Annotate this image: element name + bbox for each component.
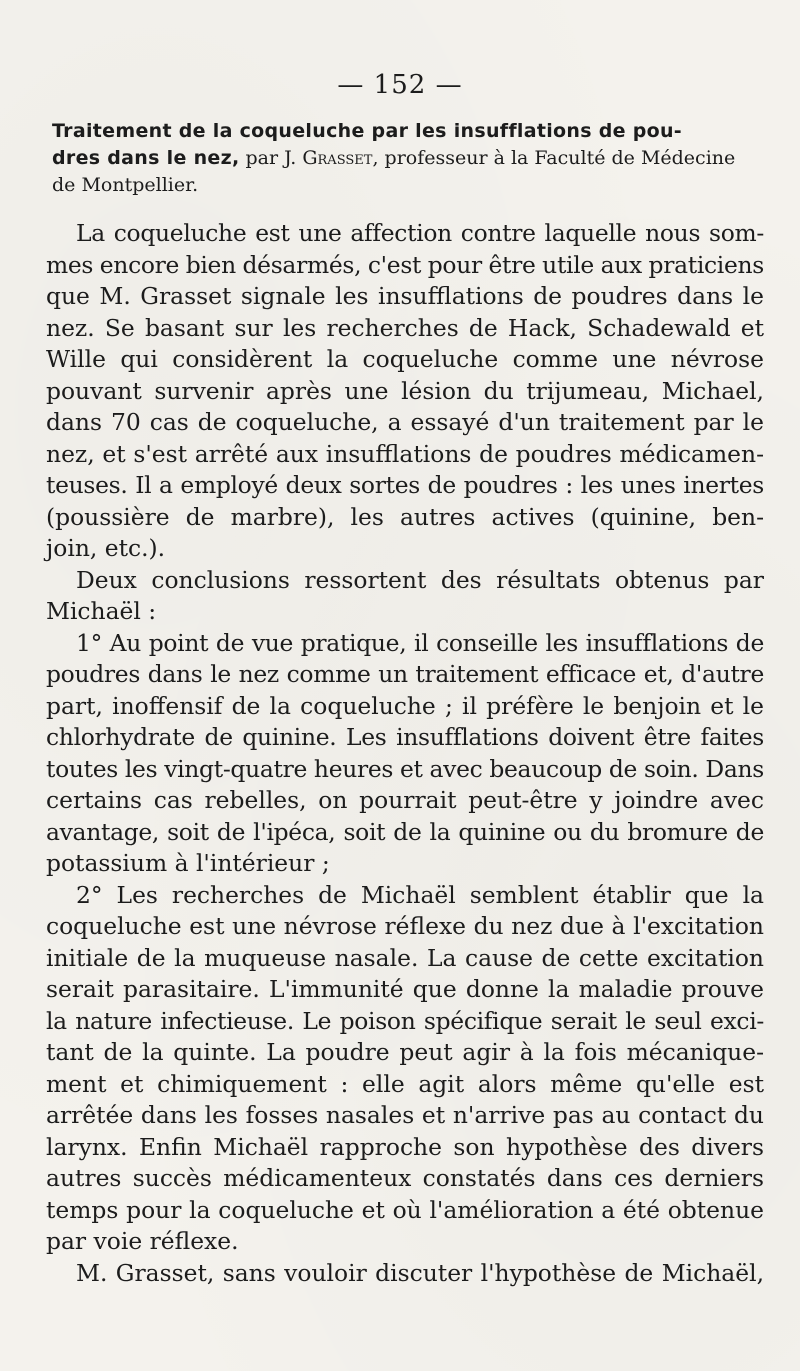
text-line: arrêtée dans les fosses nasales et n'arrive pas au contact du	[46, 1101, 764, 1129]
text-line: nez, et s'est arrêté aux insufflations de poudres médicamen-	[46, 439, 764, 468]
text-line: nez. Se basant sur les recherches de Hack, Schadewald et	[46, 313, 764, 342]
text-line: toutes les vingt-quatre heures et avec beaucoup de soin. Dans	[46, 754, 764, 783]
text-line: chlorhydrate de quinine. Les insufflations doivent être faites	[46, 723, 764, 751]
text-line: (poussière de marbre), les autres actives (quinine, ben-	[46, 502, 764, 531]
text-line: M. Grasset, sans vouloir discuter l'hypothèse de Michaël,	[76, 1258, 764, 1287]
text-line: par voie réflexe.	[46, 1227, 239, 1255]
text-line: dans 70 cas de coqueluche, a essayé d'un traitement par le	[46, 408, 764, 436]
author-name: Grasset	[302, 147, 373, 169]
text-line: Michaël :	[46, 597, 157, 625]
text-line: autres succès médicamenteux constatés dans ces derniers	[46, 1164, 764, 1192]
page-number: — 152 —	[337, 70, 463, 100]
text-line: join, etc.).	[46, 534, 166, 562]
author-affiliation-city: de Montpellier.	[52, 174, 199, 196]
text-line: initiale de la muqueuse nasale. La cause de cette excitation	[46, 943, 764, 972]
text-line: larynx. Enfin Michaël rapproche son hypothèse des divers	[46, 1132, 764, 1161]
text-line: tant de la quinte. La poudre peut agir à la fois mécanique-	[46, 1038, 764, 1066]
author-affiliation: , professeur à la Faculté de Médecine	[372, 147, 736, 169]
text-line: Deux conclusions ressortent des résultats obtenus par	[76, 565, 764, 594]
article-title-line-1: Traitement de la coqueluche par les insufflations de pou-	[52, 120, 682, 142]
article-title-line-2: dres dans le nez,	[52, 147, 240, 169]
article-body	[46, 218, 764, 1289]
text-line: part, inoffensif de la coqueluche ; il préfère le benjoin et le	[46, 691, 764, 720]
text-line: ment et chimiquement : elle agit alors même qu'elle est	[46, 1069, 764, 1098]
text-line: avantage, soit de l'ipéca, soit de la quinine ou du bromure de	[46, 817, 764, 846]
article-heading	[52, 118, 757, 199]
text-line: La coqueluche est une affection contre laquelle nous som-	[76, 219, 764, 247]
text-line: poudres dans le nez comme un traitement efficace et, d'autre	[46, 660, 764, 688]
text-line: mes encore bien désarmés, c'est pour être utile aux praticiens	[46, 250, 764, 279]
text-line: Wille qui considèrent la coqueluche comme une névrose	[46, 345, 764, 373]
text-line: teuses. Il a employé deux sortes de poudres : les unes inertes	[46, 471, 764, 499]
text-line: temps pour la coqueluche et où l'amélioration a été obtenue	[46, 1195, 764, 1224]
text-line: potassium à l'intérieur ;	[46, 849, 330, 877]
text-line: coqueluche est une névrose réflexe du nez due à l'excitation	[46, 912, 764, 940]
text-line: que M. Grasset signale les insufflations de poudres dans le	[46, 282, 764, 310]
author-prefix: par J.	[239, 147, 303, 169]
text-line: 2° Les recherches de Michaël semblent établir que la	[76, 880, 764, 909]
text-line: 1° Au point de vue pratique, il conseille les insufflations de	[76, 628, 764, 657]
text-line: la nature infectieuse. Le poison spécifique serait le seul exci-	[46, 1006, 764, 1035]
text-line: pouvant survenir après une lésion du trijumeau, Michael,	[46, 376, 764, 405]
text-line: certains cas rebelles, on pourrait peut-être y joindre avec	[46, 786, 764, 814]
text-line: serait parasitaire. L'immunité que donne la maladie prouve	[46, 975, 764, 1003]
